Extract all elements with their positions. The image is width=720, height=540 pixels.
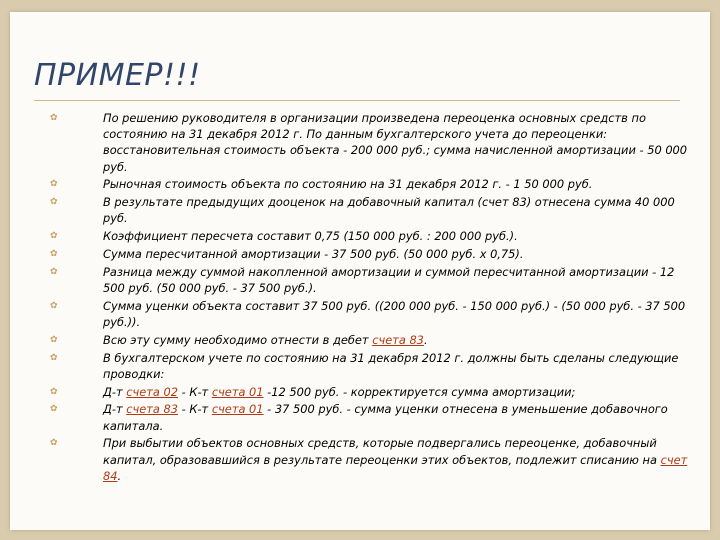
sparkle-bullet-icon: ✿ bbox=[50, 113, 58, 123]
list-item bbox=[50, 298, 690, 330]
sparkle-bullet-icon: ✿ bbox=[50, 249, 58, 259]
item-text-mid: - К-т bbox=[178, 384, 212, 399]
list-item bbox=[50, 228, 690, 244]
list-item bbox=[50, 435, 690, 484]
sparkle-bullet-icon: ✿ bbox=[50, 334, 58, 345]
account-84-link[interactable]: счет 84 bbox=[103, 452, 688, 483]
sparkle-bullet-icon: ✿ bbox=[50, 352, 58, 363]
list-item bbox=[50, 384, 690, 400]
item-text: Сумма пересчитанной амортизации - 37 500 руб. (50 000 руб. x 0,75). bbox=[103, 247, 524, 261]
item-text: В результате предыдущих дооценок на добавочный капитал (счет 83) отнесена сумма 40 000 руб. bbox=[103, 195, 675, 226]
list-item bbox=[50, 264, 690, 296]
item-text: Коэффициент пересчета составит 0,75 (150 000 руб. : 200 000 руб.). bbox=[103, 229, 518, 244]
item-text-pre: Всю эту сумму необходимо отнести в дебет bbox=[103, 332, 373, 347]
list-item bbox=[50, 110, 690, 175]
sparkle-bullet-icon: ✿ bbox=[50, 404, 58, 415]
sparkle-bullet-icon: ✿ bbox=[50, 300, 58, 311]
slide-title: ПРИМЕР!!! bbox=[34, 58, 201, 93]
item-text: Разница между суммой накопленной амортизации и суммой пересчитанной амортизации - 12 500 руб. (50 000 руб. - 37 500 руб.). bbox=[103, 264, 675, 295]
list-item bbox=[50, 246, 690, 262]
list-item bbox=[50, 332, 690, 348]
item-text: Сумма уценки объекта составит 37 500 руб. ((200 000 руб. - 150 000 руб.) - (50 000 руб. - 37 500 руб.)). bbox=[103, 298, 686, 329]
account-01-link[interactable]: счета 01 bbox=[211, 402, 264, 417]
title-divider bbox=[34, 100, 680, 101]
item-text-post: . bbox=[423, 332, 428, 347]
list-item bbox=[50, 194, 690, 226]
sparkle-bullet-icon: ✿ bbox=[50, 386, 58, 397]
sparkle-bullet-icon: ✿ bbox=[50, 179, 58, 190]
item-text: По решению руководителя в организации произведена переоценка основных средств по состоянию на 31 декабря 2012 г. По данным бухгалтерского учета до переоценки: восстановительная стоимость объекта - 200 000 руб.; сумма начисленной амортизации - 50 000 руб. bbox=[103, 111, 688, 174]
account-01-link[interactable]: счета 01 bbox=[211, 384, 264, 399]
item-text-pre: Д-т bbox=[103, 384, 127, 399]
list-item bbox=[50, 401, 690, 433]
item-text-mid: - К-т bbox=[178, 402, 212, 417]
sparkle-bullet-icon: ✿ bbox=[50, 438, 58, 449]
bullet-list bbox=[50, 110, 690, 486]
sparkle-bullet-icon: ✿ bbox=[50, 197, 58, 208]
slide bbox=[10, 12, 710, 530]
sparkle-bullet-icon: ✿ bbox=[50, 266, 58, 277]
account-83-link[interactable]: счета 83 bbox=[372, 332, 424, 347]
item-text-pre: Д-т bbox=[103, 402, 127, 417]
account-83-link[interactable]: счета 83 bbox=[126, 402, 178, 417]
item-text-post: - 37 500 руб. - сумма уценки отнесена в уменьшение добавочного капитала. bbox=[103, 402, 668, 433]
item-text: Рыночная стоимость объекта по состоянию на 31 декабря 2012 г. - 1 50 000 руб. bbox=[103, 177, 593, 192]
account-02-link[interactable]: счета 02 bbox=[126, 384, 178, 399]
item-text-post: . bbox=[117, 468, 122, 483]
item-text-pre: При выбытии объектов основных средств, которые подвергались переоценке, добавочный капитал, образовавшийся в результате переоценки этих объектов, подлежит списанию на bbox=[103, 436, 661, 467]
item-text: В бухгалтерском учете по состоянию на 31 декабря 2012 г. должны быть сделаны следующие проводки: bbox=[103, 350, 679, 381]
list-item bbox=[50, 176, 690, 192]
sparkle-bullet-icon: ✿ bbox=[50, 231, 58, 242]
list-item bbox=[50, 350, 690, 382]
item-text-post: -12 500 руб. - корректируется сумма амортизации; bbox=[263, 384, 576, 399]
